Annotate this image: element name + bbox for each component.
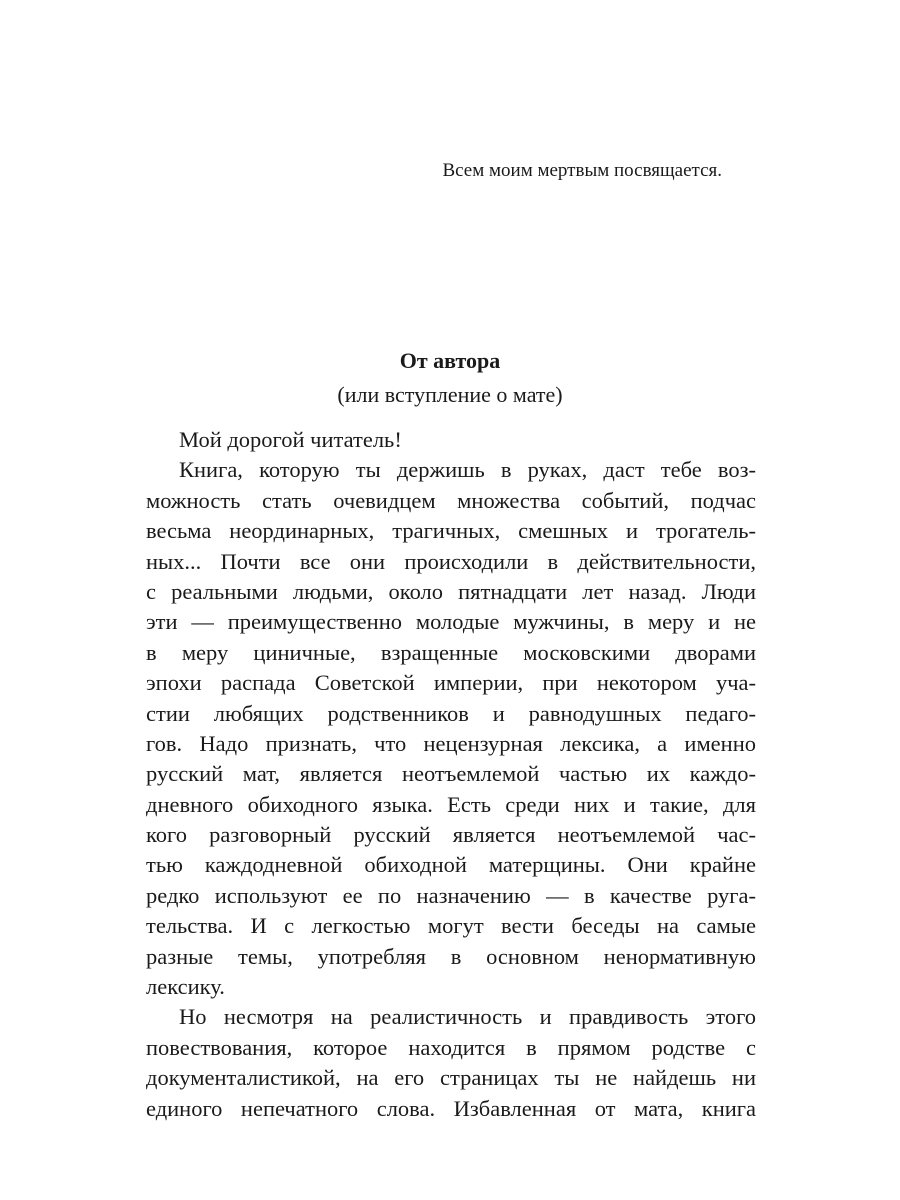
- chapter-subtitle: (или вступление о мате): [337, 382, 563, 407]
- text-line: дневного обиходного языка. Есть среди них и такие, для: [146, 791, 756, 817]
- text-line: Но несмотря на реалистичность и правдивость этого: [179, 1004, 756, 1030]
- text-line: документалистикой, на его страницах ты не найдешь ни: [146, 1065, 756, 1091]
- text-line: лексику.: [146, 974, 225, 1000]
- text-line: редко используют ее по назначению — в качестве руга-: [146, 882, 756, 908]
- text-line: весьма неординарных, трагичных, смешных и трогатель-: [146, 518, 756, 544]
- text-line: разные темы, употребляя в основном ненормативную: [146, 943, 756, 969]
- text-line: повествования, которое находится в прямом родстве с: [146, 1034, 756, 1060]
- text-line: единого непечатного слова. Избавленная от мата, книга: [146, 1095, 756, 1121]
- text-line: тельства. И с легкостью могут вести беседы на самые: [146, 913, 756, 939]
- text-line: кого разговорный русский является неотъемлемой час-: [146, 822, 756, 848]
- chapter-heading: [0, 344, 900, 412]
- text-line: эпохи распада Советской империи, при некотором уча-: [146, 670, 756, 696]
- body-text: [146, 425, 756, 1124]
- text-line: ных... Почти все они происходили в действительности,: [146, 548, 756, 574]
- text-line: эти — преимущественно молодые мужчины, в меру и не: [146, 609, 756, 635]
- text-line: можность стать очевидцем множества событий, подчас: [146, 487, 756, 513]
- text-line: с реальными людьми, около пятнадцати лет назад. Люди: [146, 578, 756, 604]
- text-line: тью каждодневной обиходной матерщины. Они крайне: [146, 852, 756, 878]
- text-line: стии любящих родственников и равнодушных педаго-: [146, 700, 756, 726]
- chapter-title: От автора: [399, 348, 501, 373]
- text-line: гов. Надо признать, что нецензурная лексика, а именно: [146, 730, 756, 756]
- dedication: Всем моим мертвым посвящается.: [442, 160, 722, 181]
- text-line: Книга, которую ты держишь в руках, даст тебе воз-: [179, 457, 756, 483]
- text-line: в меру циничные, взращенные московскими дворами: [146, 639, 756, 665]
- text-line: русский мат, является неотъемлемой частью их каждо-: [146, 761, 756, 787]
- text-line: Мой дорогой читатель!: [179, 427, 402, 452]
